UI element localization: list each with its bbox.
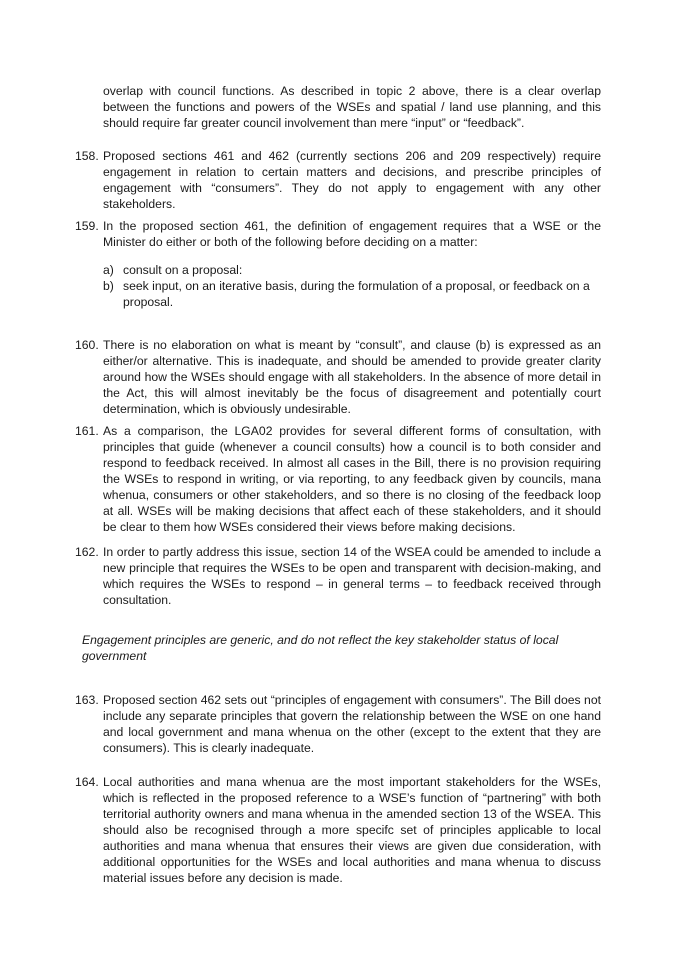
paragraph-text: Local authorities and mana whenua are the most important stakeholders for the WSEs, which is reflected in the proposed reference to a WSE’s function of “partnering” with both territorial authority owners and mana whenua in the amended section 13 of the WSEA. This should also be recognised through a more specifc set of principles applicable to local authorities and mana whenua that ensures their views are given due consideration, with additional opportunities for the WSEs and local authorities and mana whenua to discuss material issues before any decision is made. [103,775,601,885]
subitem-a [103,262,601,278]
paragraph-163 [75,692,601,756]
paragraph-number: 161. [75,424,99,438]
paragraph-number: 160. [75,338,99,352]
paragraph-159 [75,218,601,250]
paragraph-text: In the proposed section 461, the definition of engagement requires that a WSE or the Minister do either or both of the following before deciding on a matter: [103,219,601,249]
paragraph-160 [75,337,601,417]
paragraph-number: 164. [75,775,99,789]
section-heading: Engagement principles are generic, and do not reflect the key stakeholder status of local government [82,633,559,663]
paragraph-text: Proposed section 462 sets out “principles of engagement with consumers”. The Bill does not include any separate principles that govern the relationship between the WSE on one hand and local government and mana whenua on the other (except to the extent that they are consumers). This is clearly inadequate. [103,693,601,755]
paragraph-number: 162. [75,545,99,559]
intro-paragraph: overlap with council functions. As described in topic 2 above, there is a clear overlap between the functions and powers of the WSEs and spatial / land use planning, and this should require far greater council involvement than mere “input” or “feedback”. [103,84,601,130]
paragraph-number: 158. [75,149,99,163]
paragraph-text: In order to partly address this issue, section 14 of the WSEA could be amended to include a new principle that requires the WSEs to be open and transparent with decision-making, and which requires the WSEs to respond – in general terms – to feedback received through consultation. [103,545,601,607]
paragraph-161 [75,423,601,535]
subitem-text: seek input, on an iterative basis, during the formulation of a proposal, or feedback on a proposal. [123,279,590,309]
subitem-text: consult on a proposal: [123,263,243,277]
paragraph-text: As a comparison, the LGA02 provides for several different forms of consultation, with principles that guide (whenever a council consults) how a council is to both consider and respond to feedback received. In almost all cases in the Bill, there is no provision requiring the WSEs to respond in writing, or via reporting, to any feedback given by councils, mana whenua, consumers or other stakeholders, and so there is no closing of the feedback loop at all. WSEs will be making decisions that affect each of these stakeholders, and it should be clear to them how WSEs considered their views before making decisions. [103,424,601,534]
paragraph-number: 159. [75,219,99,233]
paragraph-text: There is no elaboration on what is meant by “consult”, and clause (b) is expressed as an either/or alternative. This is inadequate, and should be amended to provide greater clarity around how the WSEs should engage with all stakeholders. In the absence of more detail in the Act, this will almost inevitably be the focus of disagreement and potentially court determination, which is obviously undesirable. [103,338,601,416]
paragraph-164 [75,774,601,886]
subitem-b [103,278,601,310]
subitem-letter: b) [103,279,114,293]
paragraph-158 [75,148,601,212]
subitem-letter: a) [103,263,114,277]
paragraph-162 [75,544,601,608]
paragraph-number: 163. [75,693,99,707]
paragraph-text: Proposed sections 461 and 462 (currently sections 206 and 209 respectively) require engagement in relation to certain matters and decisions, and prescribe principles of engagement with “consumers”. They do not apply to engagement with any other stakeholders. [103,149,601,211]
